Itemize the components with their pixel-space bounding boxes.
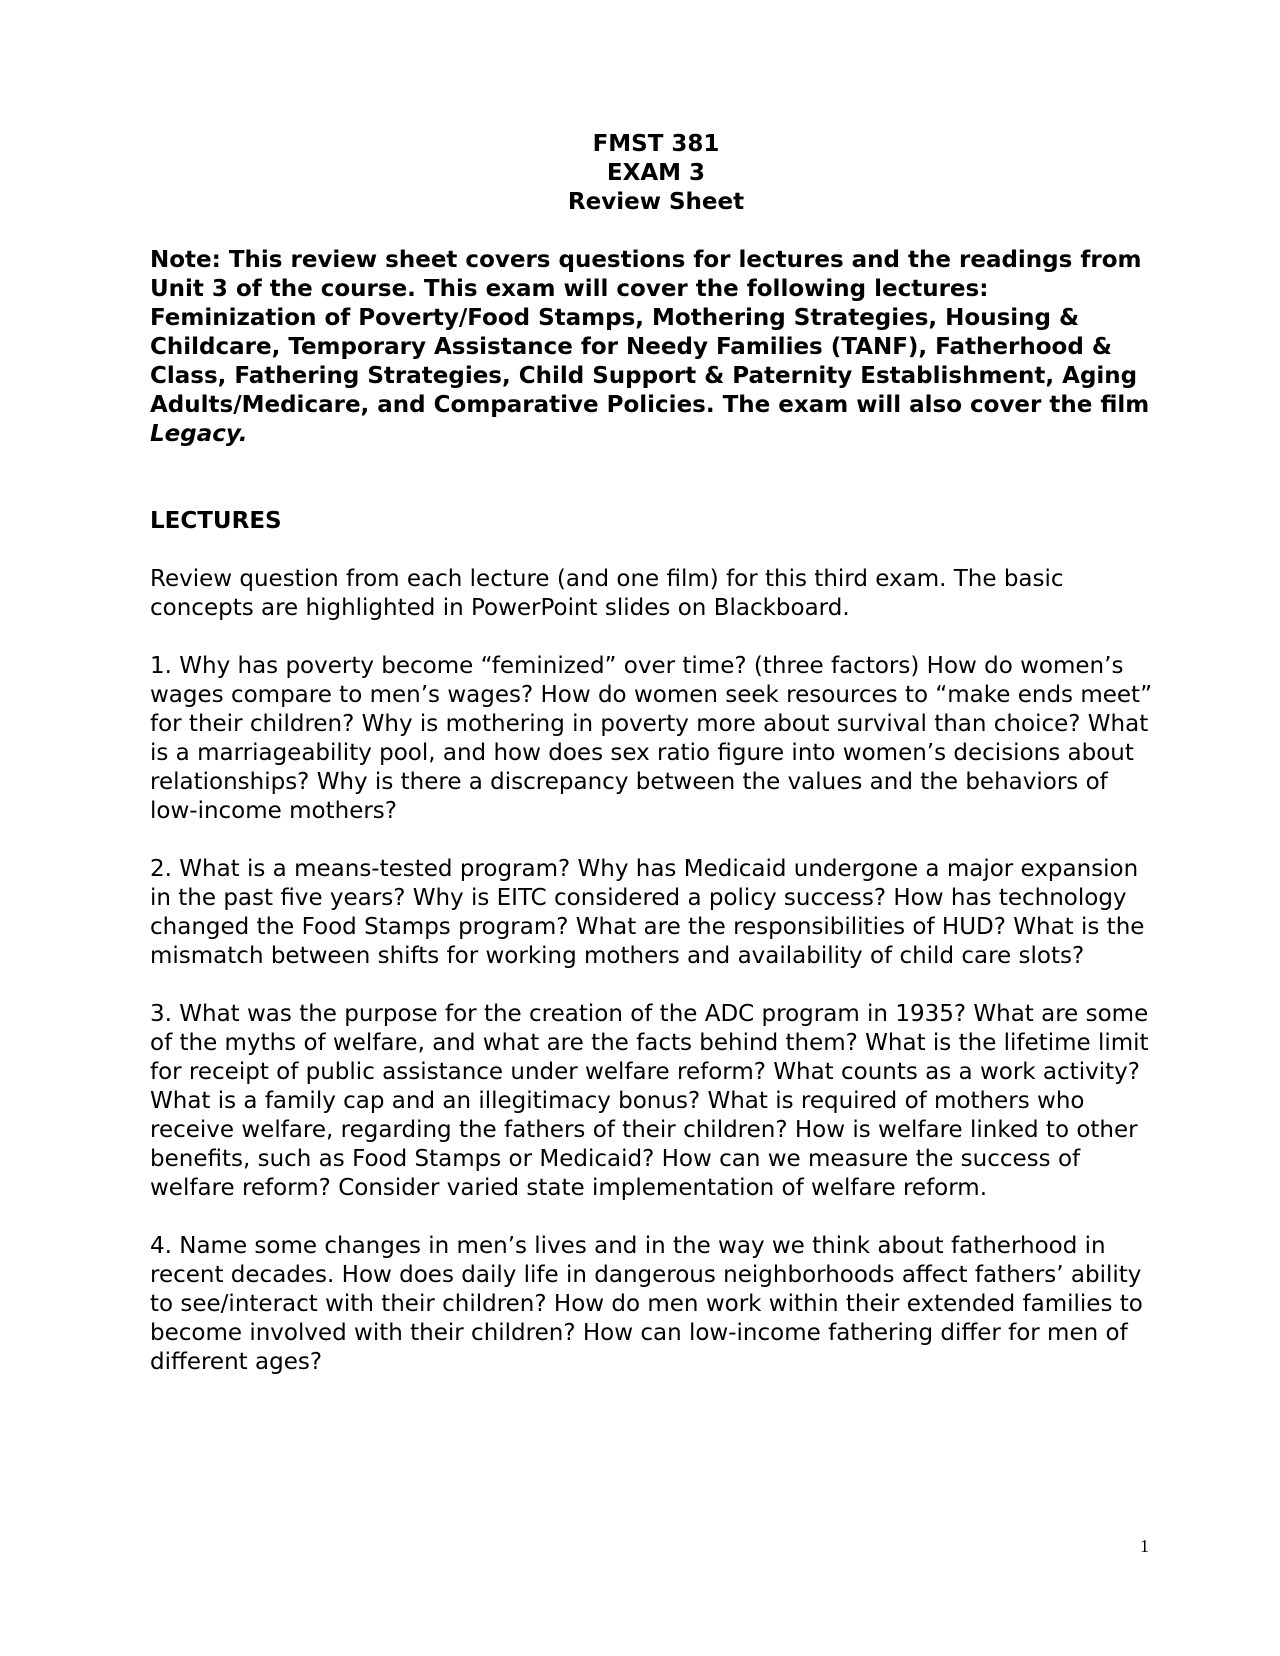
sheet-title: Review Sheet bbox=[567, 189, 745, 215]
question-2: 2. What is a means-tested program? Why has Medicaid undergone a major expansion in the past five years? Why is EITC considered a policy success? How has technology changed the Food Stamps program? What are the responsibilities of HUD? What is the mismatch between shifts for working mothers and availability of child care slots? bbox=[150, 856, 1145, 969]
film-title: Legacy. bbox=[150, 421, 248, 447]
course-title: FMST 381 bbox=[592, 131, 720, 157]
question-1: 1. Why has poverty become “feminized” over time? (three factors) How do women’s wages compare to men’s wages? How do women seek resources to “make ends meet” for their children? Why is mothering in poverty more about survival than choice? What is a marriageability pool, and how does sex ratio figure into women’s decisions about relationships? Why is there a discrepancy between the values and the behaviors of low-income mothers? bbox=[150, 653, 1152, 824]
note-paragraph bbox=[150, 246, 1162, 449]
lectures-intro: Review question from each lecture (and one film) for this third exam. The basic concepts are highlighted in PowerPoint slides on Blackboard. bbox=[150, 566, 1064, 621]
exam-title: EXAM 3 bbox=[606, 160, 706, 186]
title-block bbox=[150, 130, 1162, 217]
note-text: Note: This review sheet covers questions for lectures and the readings from Unit 3 of the course. This exam will cover the following lectures: Feminization of Poverty/Food Stamps, Mothering Strategies, Housing & Childcare, Temporary Assistance for Needy Families (TANF), Fatherhood & Class, Fathering Strategies, Child Support & Paternity Establishment, Aging Adults/Medicare, and Comparative Policies. The exam will also cover the film bbox=[150, 247, 1150, 418]
question-4: 4. Name some changes in men’s lives and in the way we think about fatherhood in recent decades. How does daily life in dangerous neighborhoods affect fathers’ ability to see/interact with their children? How do men work within their extended families to become involved with their children? How can low-income fathering differ for men of different ages? bbox=[150, 1233, 1143, 1375]
page-content bbox=[150, 130, 1162, 1377]
question-3: 3. What was the purpose for the creation of the ADC program in 1935? What are some of the myths of welfare, and what are the facts behind them? What is the lifetime limit for receipt of public assistance under welfare reform? What counts as a work activity? What is a family cap and an illegitimacy bonus? What is required of mothers who receive welfare, regarding the fathers of their children? How is welfare linked to other benefits, such as Food Stamps or Medicaid? How can we measure the success of welfare reform? Consider varied state implementation of welfare reform. bbox=[150, 1001, 1149, 1201]
lectures-heading: LECTURES bbox=[150, 508, 282, 534]
page-number: 1 bbox=[1140, 1536, 1149, 1556]
